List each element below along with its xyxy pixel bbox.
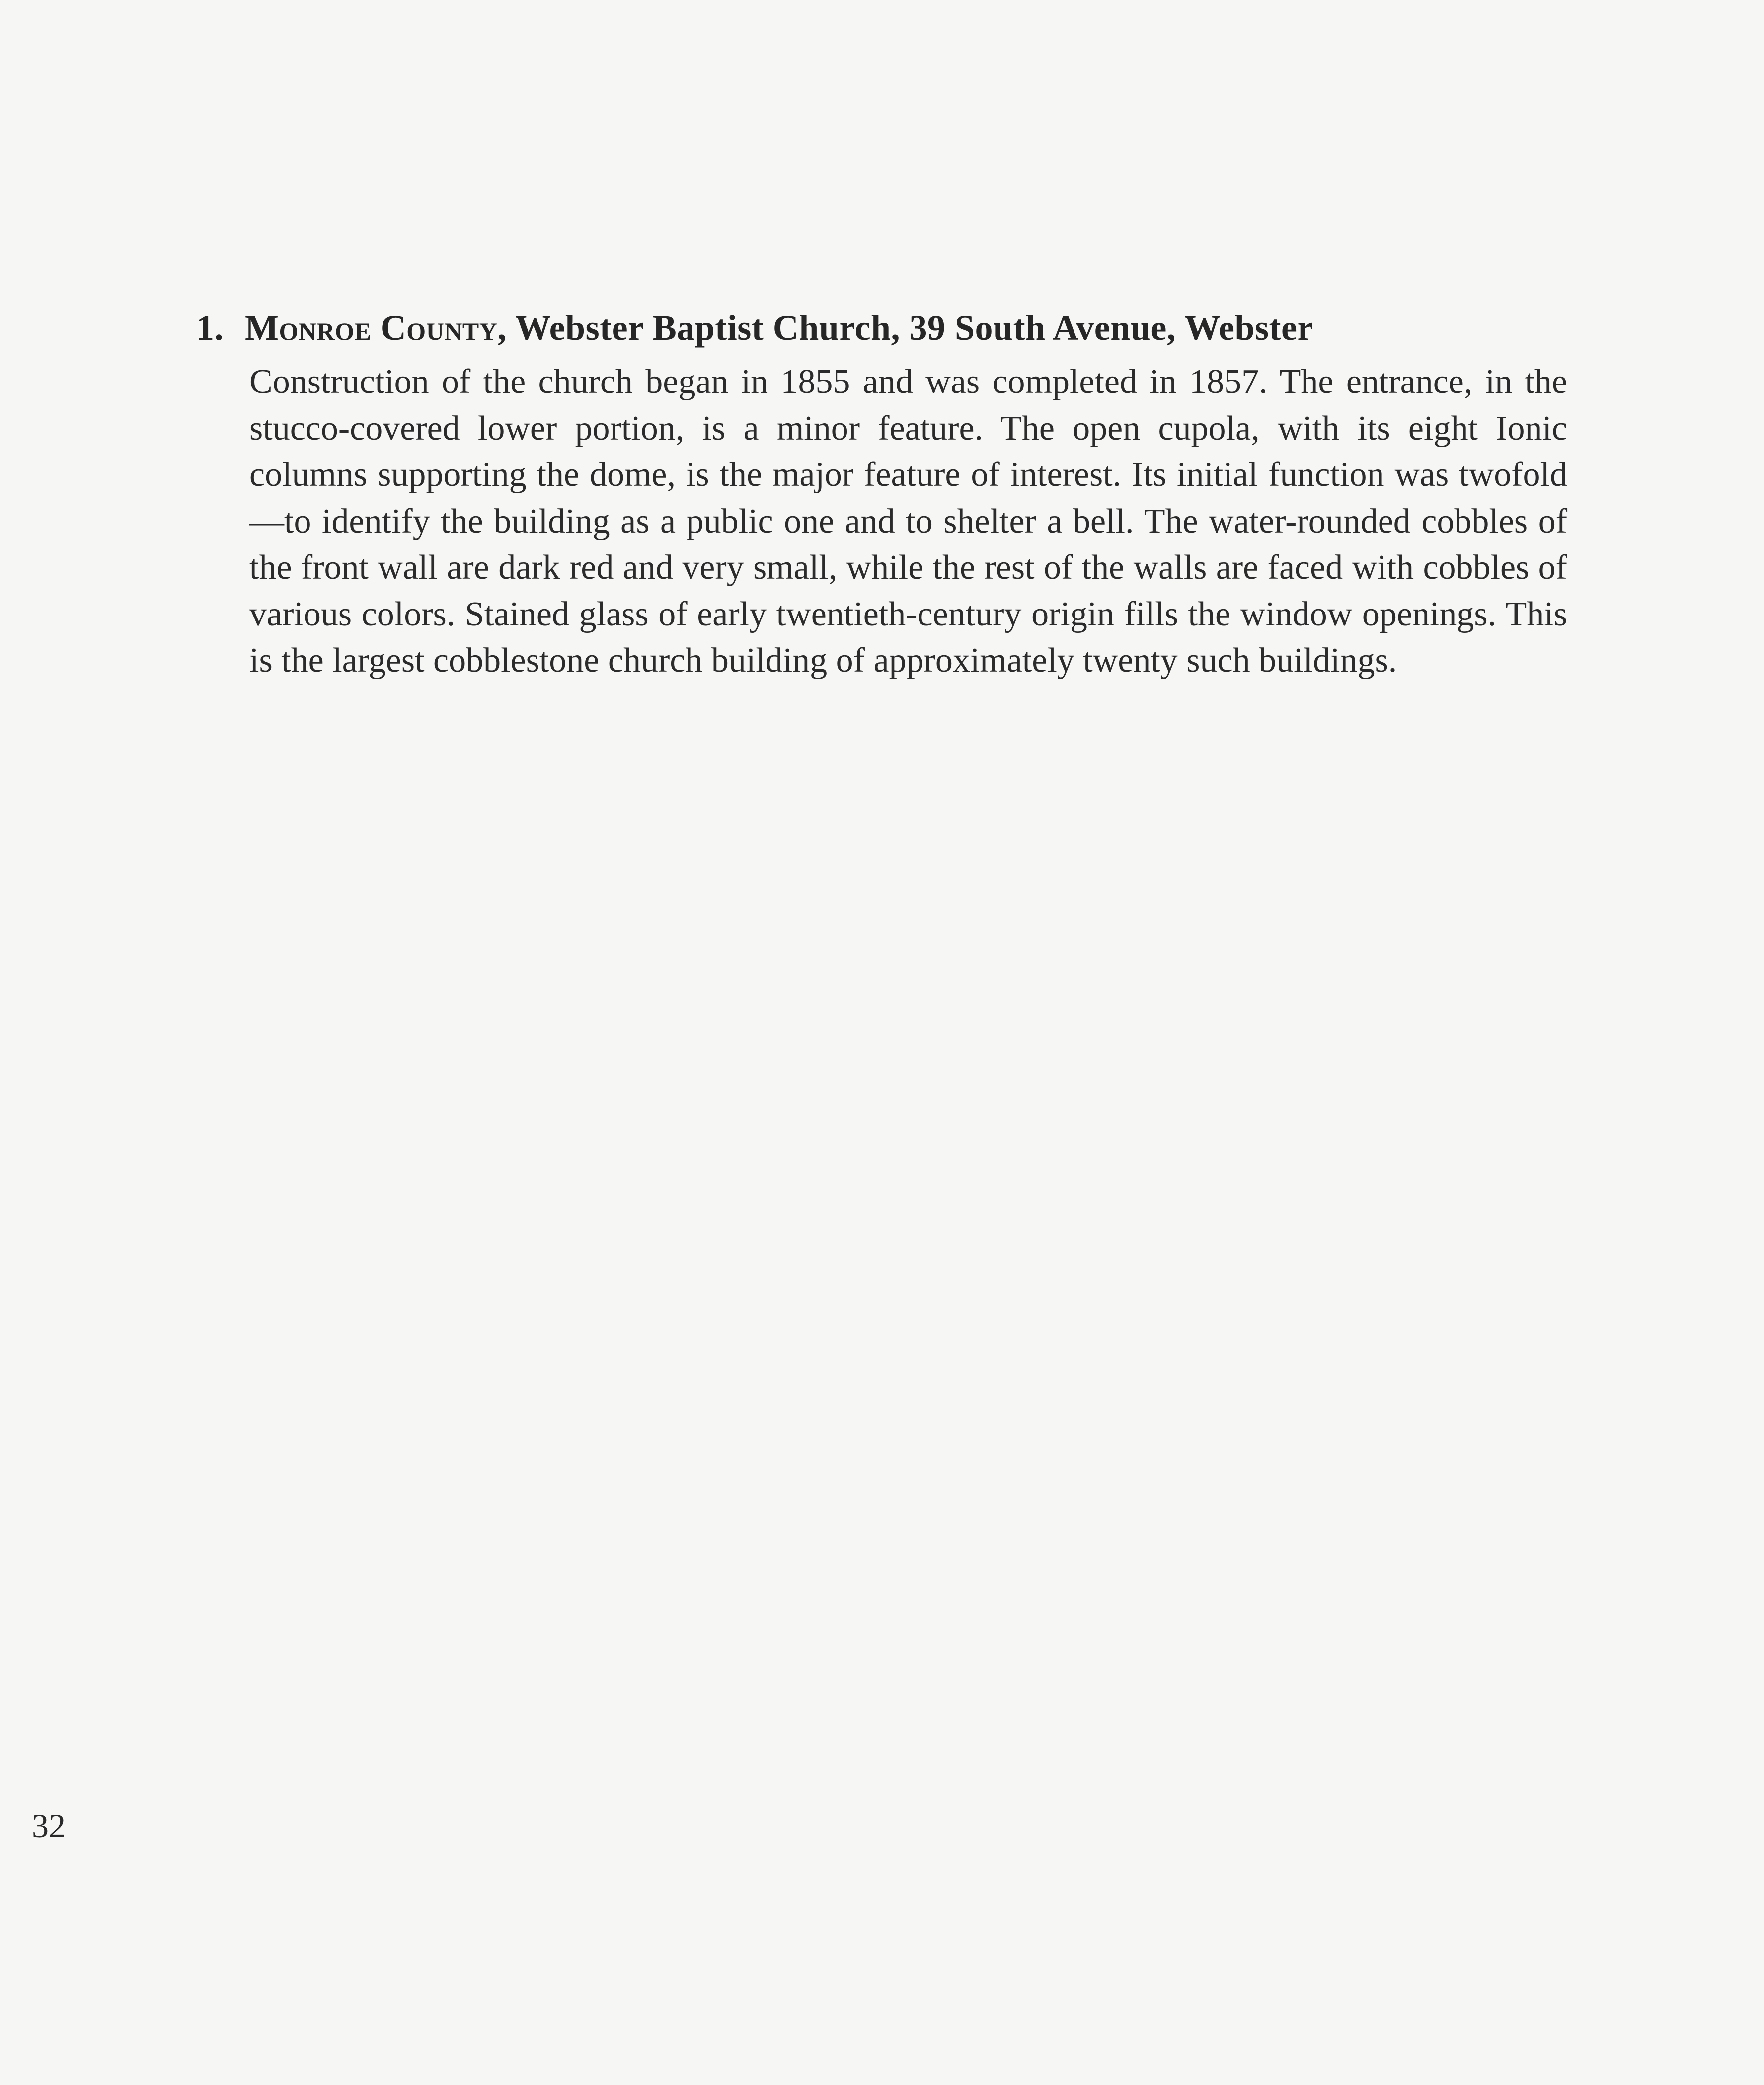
- page-number: 32: [32, 1807, 66, 1845]
- entry-number: 1.: [196, 308, 224, 348]
- entry-title: Webster Baptist Church, 39 South Avenue, Webster: [506, 308, 1313, 348]
- entry-heading: [196, 303, 1567, 353]
- entry-description: Construction of the church began in 1855 and was completed in 1857. The entrance, in the stucco-covered lower portion, is a minor feature. The open cupola, with its eight Ionic columns supporting the dome, is the major feature of interest. Its initial function was twofold—to identify the building as a public one and to shelter a bell. The water-rounded cobbles of the front wall are dark red and very small, while the rest of the walls are faced with cobbles of various colors. Stained glass of early twentieth-century origin fills the window openings. This is the largest cobblestone church building of approximately twenty such buildings.: [249, 363, 1567, 680]
- entry-county: Monroe County,: [245, 308, 507, 348]
- entry-1: [196, 303, 1567, 684]
